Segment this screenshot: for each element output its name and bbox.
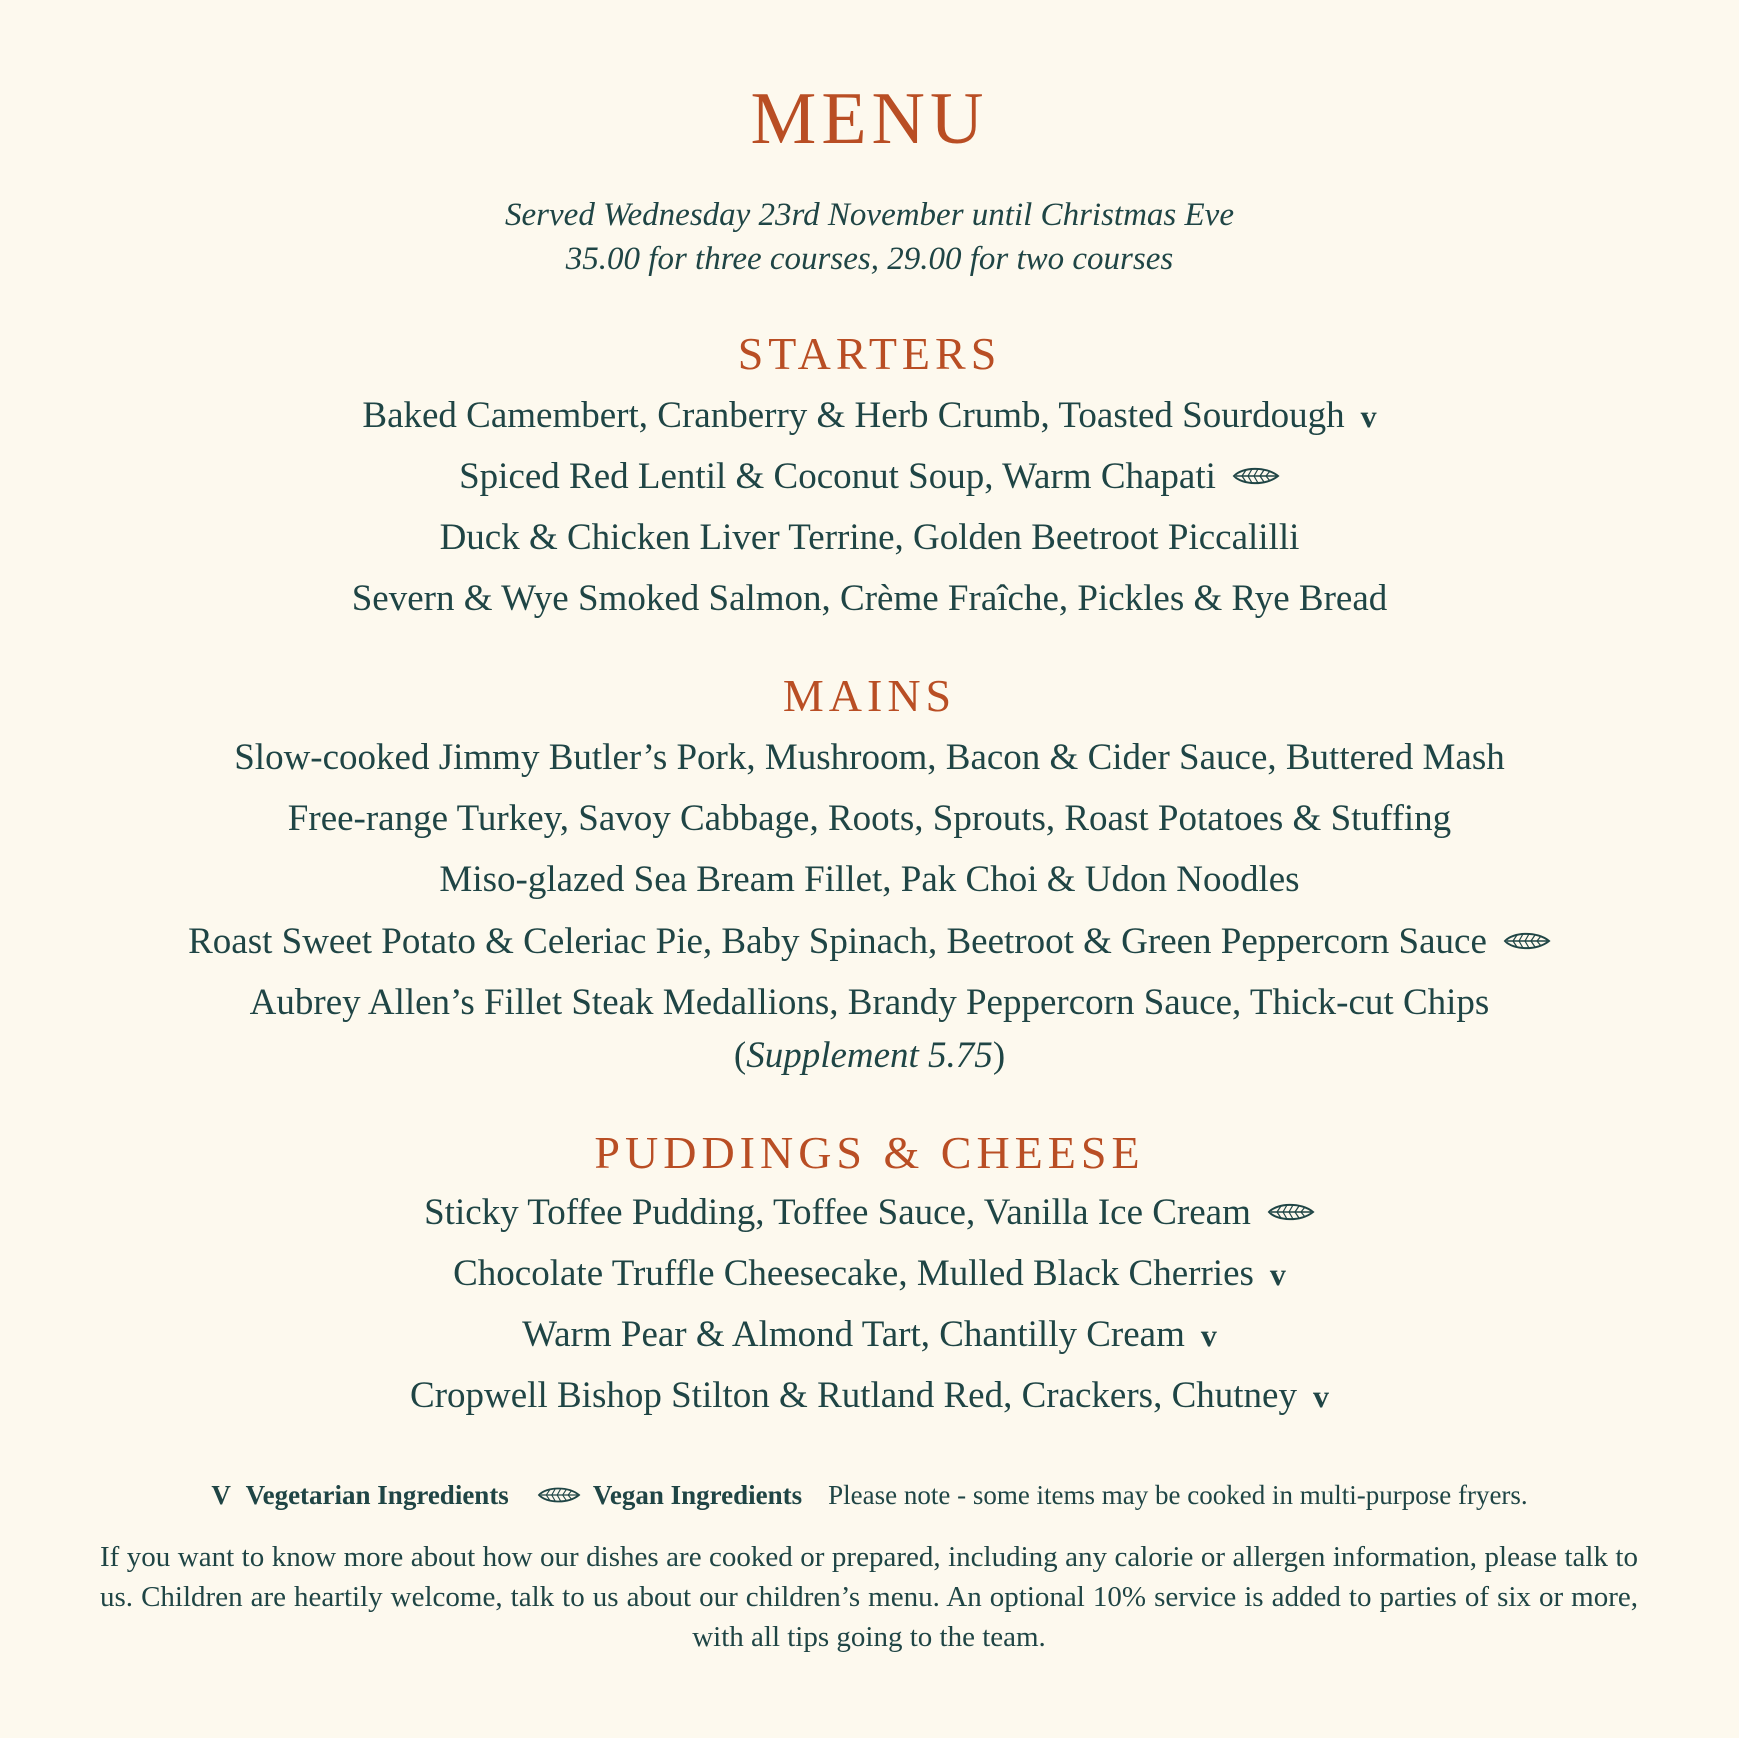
starter-item-text: Duck & Chicken Liver Terrine, Golden Beetroot Piccalilli (439, 517, 1300, 558)
supplement-open: ( (733, 1035, 747, 1076)
main-item-text: Miso-glazed Sea Bream Fillet, Pak Choi & Udon Noodles (439, 859, 1300, 900)
pudding-item-text: Chocolate Truffle Cheesecake, Mulled Black Cherries (453, 1253, 1254, 1294)
main-item (0, 739, 1739, 776)
main-item (0, 861, 1739, 898)
pudding-item (0, 1255, 1739, 1292)
vegetarian-mark: v (1312, 1378, 1329, 1414)
starter-item (0, 519, 1739, 556)
main-item-text: Roast Sweet Potato & Celeriac Pie, Baby Spinach, Beetroot & Green Peppercorn Sauce (188, 921, 1487, 962)
starter-item (0, 580, 1739, 617)
supplement-note (0, 1037, 1739, 1074)
vegetarian-mark: v (1269, 1256, 1286, 1292)
vegetarian-key-mark: V (211, 1480, 231, 1510)
main-item (0, 800, 1739, 837)
main-item (0, 984, 1739, 1021)
pudding-item-text: Warm Pear & Almond Tart, Chantilly Cream (522, 1314, 1185, 1355)
starter-item-text: Severn & Wye Smoked Salmon, Crème Fraîche, Pickles & Rye Bread (351, 578, 1388, 619)
pudding-item-text: Cropwell Bishop Stilton & Rutland Red, Crackers, Chutney (410, 1375, 1297, 1416)
starter-item (0, 458, 1739, 495)
pudding-item (0, 1377, 1739, 1414)
dietary-key (0, 1482, 1739, 1509)
pudding-item (0, 1194, 1739, 1231)
vegetarian-mark: v (1360, 398, 1377, 434)
main-item-text: Aubrey Allen’s Fillet Steak Medallions, Brandy Peppercorn Sauce, Thick-cut Chips (249, 982, 1490, 1023)
supplement-label: Supplement 5.75 (746, 1035, 993, 1076)
course-prices: 35.00 for three courses, 29.00 for two courses (565, 241, 1174, 277)
leaf-icon (1232, 465, 1280, 487)
menu-subtitle (0, 193, 1739, 281)
fryer-note: Please note - some items may be cooked in multi-purpose fryers. (828, 1480, 1528, 1510)
main-item-text: Slow-cooked Jimmy Butler’s Pork, Mushroom, Bacon & Cider Sauce, Buttered Mash (234, 737, 1505, 778)
supplement-close: ) (992, 1035, 1006, 1076)
pudding-item-text: Sticky Toffee Pudding, Toffee Sauce, Vanilla Ice Cream (424, 1192, 1251, 1233)
main-item-text: Free-range Turkey, Savoy Cabbage, Roots, Sprouts, Roast Potatoes & Stuffing (287, 798, 1452, 839)
leaf-icon (1267, 1201, 1315, 1223)
pudding-item (0, 1316, 1739, 1353)
mains-heading: MAINS (782, 670, 957, 721)
vegetarian-key-label: Vegetarian Ingredients (245, 1480, 509, 1510)
leaf-icon (1503, 930, 1551, 952)
served-dates: Served Wednesday 23rd November until Christmas Eve (505, 197, 1234, 233)
starters-heading: STARTERS (737, 328, 1002, 379)
menu-title: MENU (750, 78, 989, 160)
puddings-heading: PUDDINGS & CHEESE (594, 1127, 1145, 1178)
vegetarian-mark: v (1200, 1317, 1217, 1353)
allergen-footnote: If you want to know more about how our dishes are cooked or prepared, including any calorie or allergen information, please talk to us. Children are heartily welcome, talk to us about our children’s menu. An optional 10% service is added to parties of six or more, with all tips going to the team. (100, 1541, 1638, 1653)
vegan-key-label: Vegan Ingredients (592, 1480, 803, 1510)
starter-item-text: Baked Camembert, Cranberry & Herb Crumb, Toasted Sourdough (362, 395, 1345, 436)
starter-item (0, 397, 1739, 434)
main-item (0, 923, 1739, 960)
starter-item-text: Spiced Red Lentil & Coconut Soup, Warm Chapati (459, 456, 1216, 497)
leaf-icon (535, 1485, 583, 1505)
